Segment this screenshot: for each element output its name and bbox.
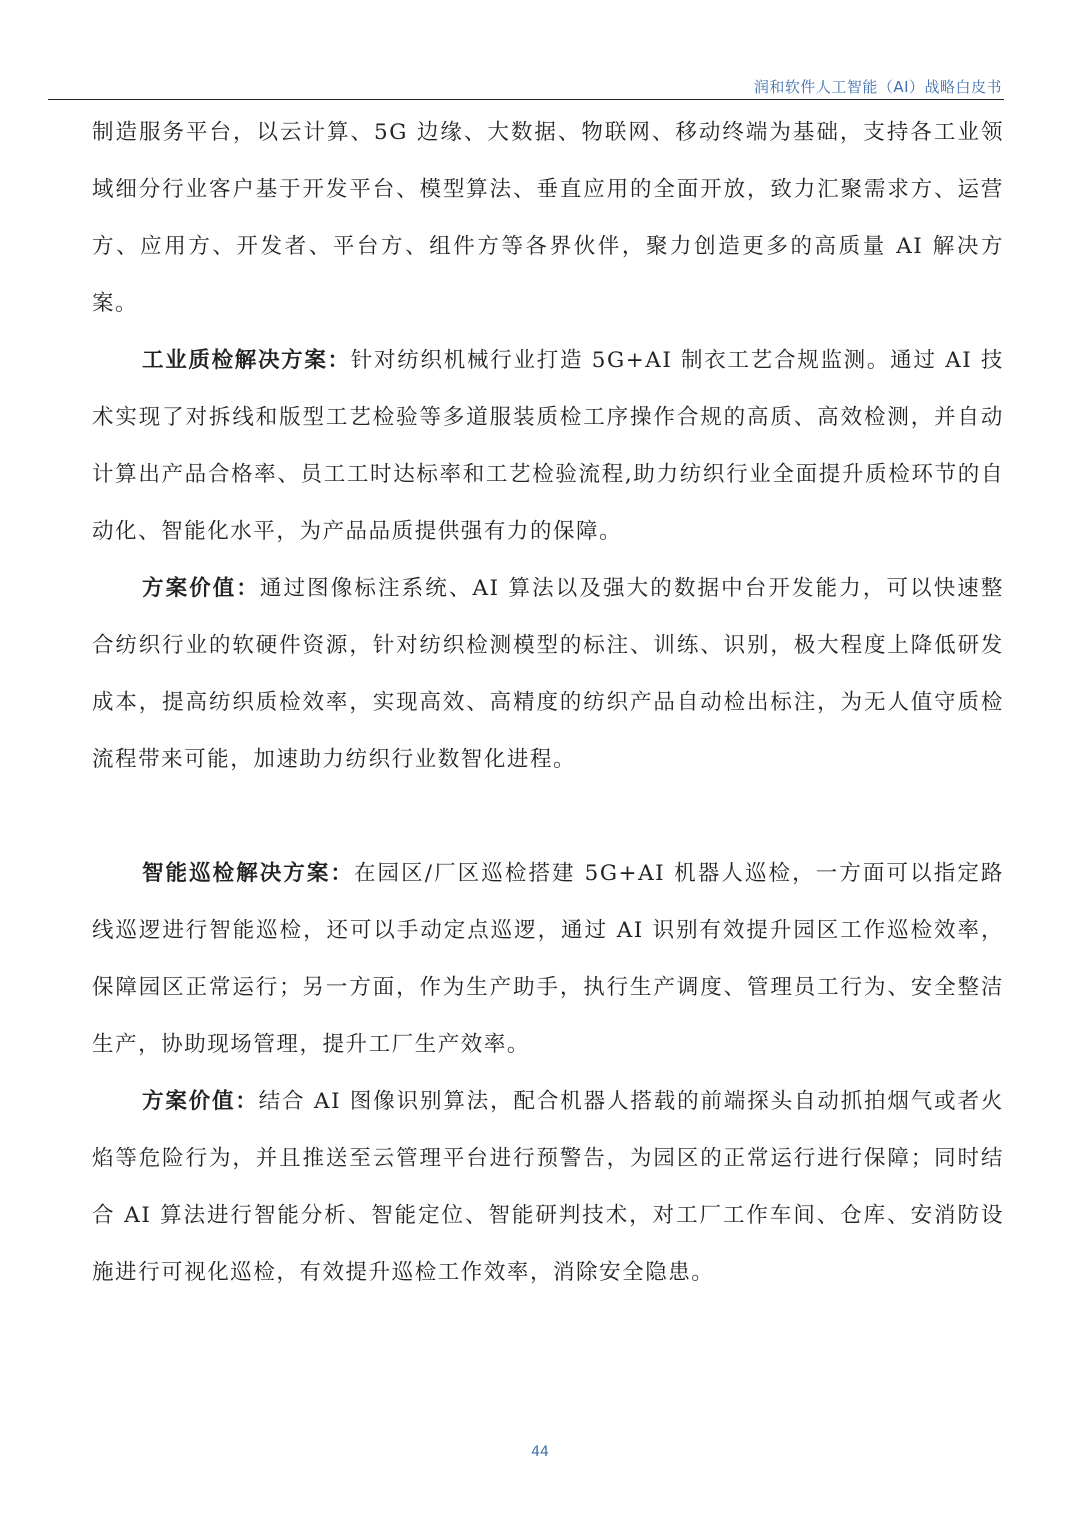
section-spacer (92, 788, 1004, 845)
header-divider (48, 99, 1004, 100)
paragraph-industrial-value (92, 560, 1004, 788)
document-body (92, 104, 1004, 1301)
paragraph-text: 制造服务平台，以云计算、5G 边缘、大数据、物联网、移动终端为基础，支持各工业领域细分行业客户基于开发平台、模型算法、垂直应用的全面开放，致力汇聚需求方、运营方、应用方、开发者、平台方、组件方等各界伙伴，聚力创造更多的高质量 AI 解决方案。 (92, 120, 1004, 316)
paragraph-patrol-value (92, 1073, 1004, 1301)
paragraph-label: 工业质检解决方案： (142, 348, 351, 373)
paragraph-platform-intro (92, 104, 1004, 332)
document-header-title: 润和软件人工智能（AI）战略白皮书 (753, 78, 1002, 96)
paragraph-label: 方案价值： (142, 1089, 259, 1114)
paragraph-industrial-inspection (92, 332, 1004, 560)
paragraph-text: 通过图像标注系统、AI 算法以及强大的数据中台开发能力，可以快速整合纺织行业的软硬件资源，针对纺织检测模型的标注、训练、识别，极大程度上降低研发成本，提高纺织质检效率，实现高效、高精度的纺织产品自动检出标注，为无人值守质检流程带来可能，加速助力纺织行业数智化进程。 (92, 576, 1004, 772)
paragraph-label: 智能巡检解决方案： (142, 861, 354, 886)
paragraph-text: 结合 AI 图像识别算法，配合机器人搭载的前端探头自动抓拍烟气或者火焰等危险行为，并且推送至云管理平台进行预警告，为园区的正常运行进行保障；同时结合 AI 算法进行智能分析、智能定位、智能研判技术，对工厂工作车间、仓库、安消防设施进行可视化巡检，有效提升巡检工作效率，消除安全隐患。 (92, 1089, 1004, 1285)
paragraph-text: 针对纺织机械行业打造 5G+AI 制衣工艺合规监测。通过 AI 技术实现了对拆线和版型工艺检验等多道服装质检工序操作合规的高质、高效检测，并自动计算出产品合格率、员工工时达标率和工艺检验流程,助力纺织行业全面提升质检环节的自动化、智能化水平，为产品品质提供强有力的保障。 (92, 348, 1004, 544)
page-number: 44 (531, 1444, 549, 1460)
paragraph-smart-patrol (92, 845, 1004, 1073)
paragraph-text: 在园区/厂区巡检搭建 5G+AI 机器人巡检，一方面可以指定路线巡逻进行智能巡检，还可以手动定点巡逻，通过 AI 识别有效提升园区工作巡检效率，保障园区正常运行；另一方面，作为生产助手，执行生产调度、管理员工行为、安全整洁生产，协助现场管理，提升工厂生产效率。 (92, 861, 1004, 1057)
paragraph-label: 方案价值： (142, 576, 260, 601)
